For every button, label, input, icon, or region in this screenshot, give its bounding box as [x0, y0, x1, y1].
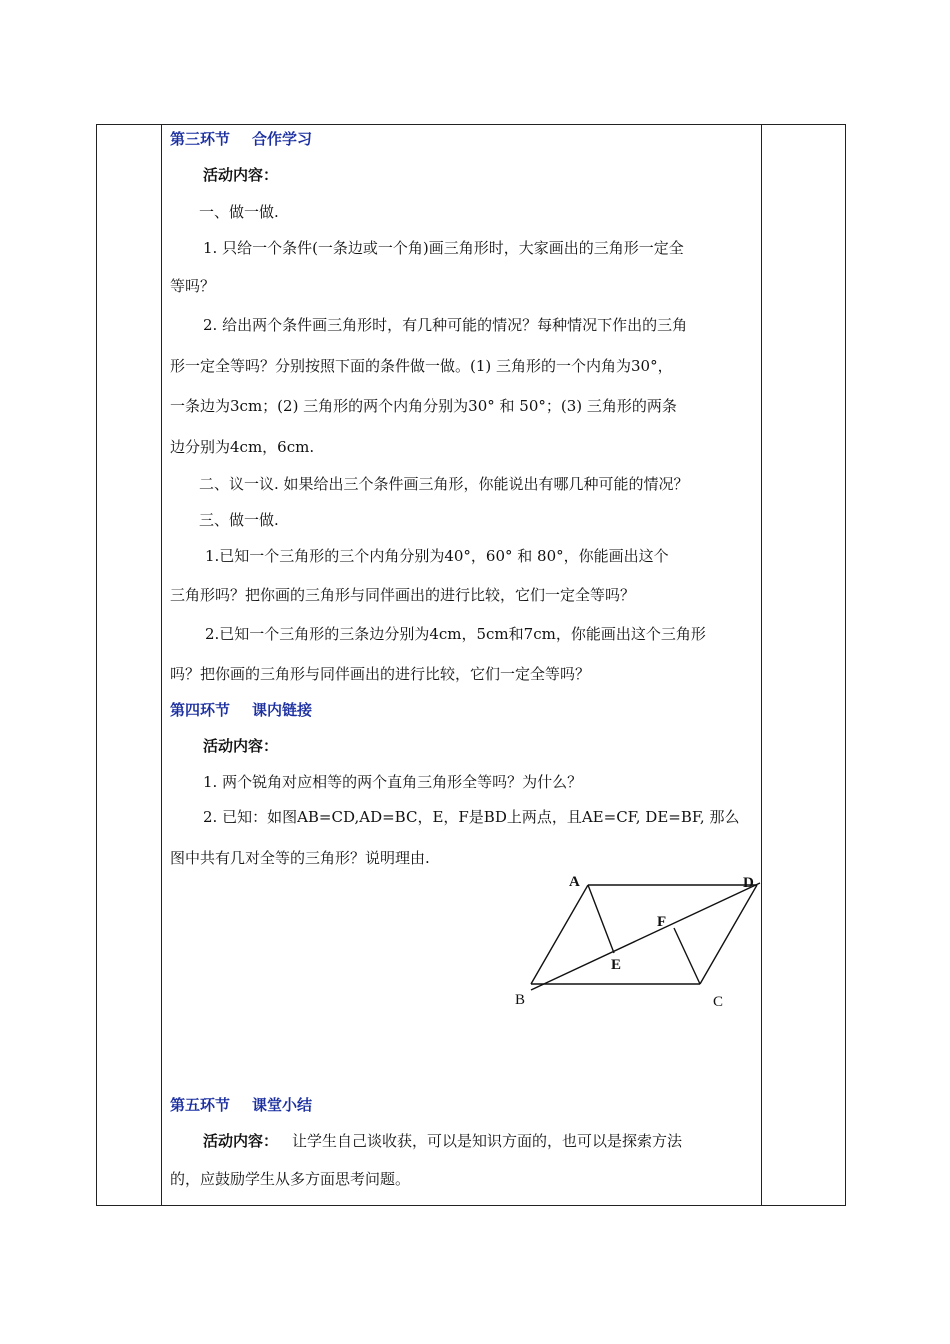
- section5-text: 让学生自己谈收获，可以是知识方面的，也可以是探索方法: [292, 1132, 683, 1150]
- table-divider-right: [761, 125, 762, 1205]
- section4-heading: 第四环节 课内链接: [170, 701, 313, 719]
- label-E: E: [611, 957, 622, 973]
- section3-q2-line2: 形一定全等吗？分别按照下面的条件做一做。(1) 三角形的一个内角为30°，: [170, 357, 673, 375]
- section3-q2-line4: 边分别为4cm，6cm.: [170, 438, 315, 456]
- section3-activity-label: 活动内容：: [203, 166, 279, 184]
- label-B: B: [515, 992, 526, 1008]
- section3-part1-title: 一、做一做.: [199, 203, 279, 221]
- table-divider-left: [161, 125, 162, 1205]
- segment-BD: [531, 883, 760, 990]
- section3-q2-line1: 2. 给出两个条件画三角形时，有几种可能的情况？每种情况下作出的三角: [203, 316, 688, 334]
- label-A: A: [569, 874, 580, 890]
- section3-p3q1-line1: 1.已知一个三角形的三个内角分别为40°，60° 和 80°，你能画出这个: [205, 547, 669, 565]
- section5-text-line2: 的，应鼓励学生从多方面思考问题。: [170, 1170, 411, 1188]
- section3-q2-line3: 一条边为3cm；(2) 三角形的两个内角分别为30° 和 50°；(3) 三角形的两条: [170, 397, 677, 415]
- section3-part3-title: 三、做一做.: [199, 511, 279, 529]
- segment-AB: [531, 885, 588, 984]
- section3-p3q2-line2: 吗？把你画的三角形与同伴画出的进行比较，它们一定全等吗？: [170, 665, 591, 683]
- segment-DC: [700, 885, 757, 984]
- section5-activity-label: 活动内容：: [203, 1132, 279, 1150]
- label-F: F: [657, 914, 667, 930]
- section3-q1-line2: 等吗？: [170, 277, 216, 295]
- segment-AE: [588, 885, 614, 953]
- section4-q2-line1: 2. 已知：如图AB=CD,AD=BC，E，F是BD上两点，且AE=CF, DE=BF, 那么: [203, 808, 740, 826]
- section3-q1-line1: 1. 只给一个条件(一条边或一个角)画三角形时，大家画出的三角形一定全: [203, 239, 684, 257]
- segment-CF: [674, 928, 700, 984]
- parallelogram-figure: [500, 866, 780, 1016]
- section3-part2: 二、议一议. 如果给出三个条件画三角形，你能说出有哪几种可能的情况？: [199, 475, 689, 493]
- label-C: C: [713, 994, 724, 1010]
- section3-heading: 第三环节 合作学习: [170, 130, 313, 148]
- section5-text-line1: [203, 1131, 793, 1151]
- section3-p3q1-line2: 三角形吗？把你画的三角形与同伴画出的进行比较，它们一定全等吗？: [170, 586, 636, 604]
- lesson-table: [96, 124, 846, 1206]
- section4-q2-line2: 图中共有几对全等的三角形？说明理由.: [170, 849, 430, 867]
- section4-activity-label: 活动内容：: [203, 737, 279, 755]
- section5-heading: 第五环节 课堂小结: [170, 1096, 313, 1114]
- section4-q1: 1. 两个锐角对应相等的两个直角三角形全等吗？为什么？: [203, 773, 583, 791]
- label-D: D: [743, 875, 754, 891]
- section3-p3q2-line1: 2.已知一个三角形的三条边分别为4cm，5cm和7cm，你能画出这个三角形: [205, 625, 706, 643]
